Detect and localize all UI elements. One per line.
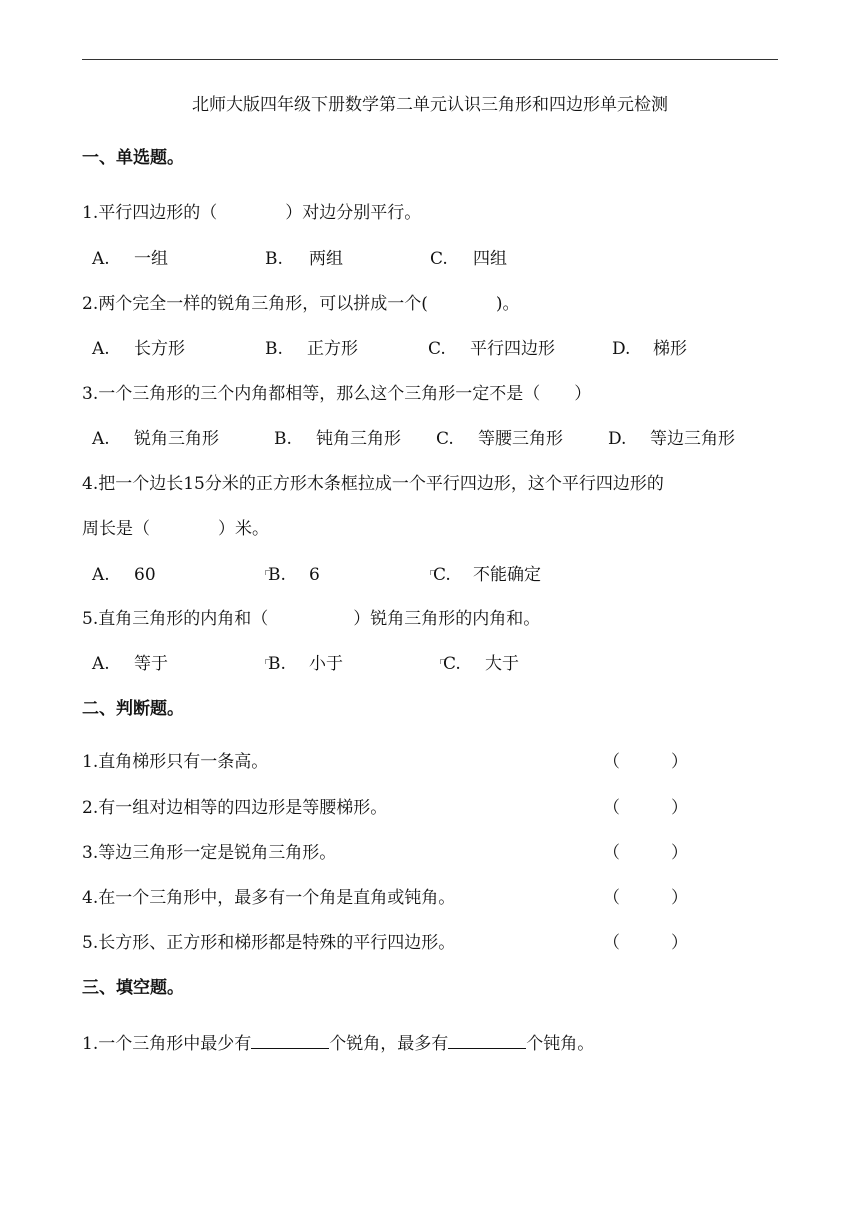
option-text: 一组: [134, 249, 168, 269]
option-letter: C.: [428, 339, 446, 359]
question-5: 5.直角三角形的内角和（ ）锐角三角形的内角和。: [82, 609, 541, 629]
option-text: 不能确定: [473, 565, 541, 585]
answer-bracket: （ ）: [603, 752, 688, 772]
true-false-item-4: 4.在一个三角形中，最多有一个角是直角或钝角。: [82, 888, 456, 908]
option-letter: B.: [274, 429, 292, 449]
answer-bracket: （ ）: [603, 888, 688, 908]
option-letter: D.: [612, 339, 631, 359]
option-letter: C.: [443, 654, 461, 674]
option-text: 四组: [473, 249, 507, 269]
option-text: 等腰三角形: [478, 429, 563, 449]
option-letter: C.: [433, 565, 451, 585]
option-text: 等于: [134, 654, 168, 674]
option-text: 60: [134, 565, 156, 585]
answer-blank[interactable]: [448, 1032, 526, 1049]
option-text: 钝角三角形: [316, 429, 401, 449]
question-4-continued: 周长是（ ）米。: [82, 519, 269, 539]
option-letter: B.: [268, 565, 286, 585]
option-letter: A.: [92, 249, 110, 269]
answer-bracket: （ ）: [603, 843, 688, 863]
option-letter: A.: [92, 429, 110, 449]
option-text: 锐角三角形: [134, 429, 219, 449]
option-letter: C.: [436, 429, 454, 449]
answer-blank[interactable]: [251, 1032, 329, 1049]
option-letter: D.: [608, 429, 627, 449]
option-text: 等边三角形: [650, 429, 735, 449]
section-heading-single-choice: 一、单选题。: [82, 148, 184, 168]
option-text: 两组: [309, 249, 343, 269]
true-false-item-3: 3.等边三角形一定是锐角三角形。: [82, 843, 337, 863]
option-text: 6: [309, 565, 320, 585]
option-text: 平行四边形: [470, 339, 555, 359]
option-letter: B.: [265, 339, 283, 359]
option-letter: A.: [92, 654, 110, 674]
option-text: 长方形: [134, 339, 185, 359]
option-letter: C.: [430, 249, 448, 269]
true-false-item-5: 5.长方形、正方形和梯形都是特殊的平行四边形。: [82, 933, 456, 953]
question-4: 4.把一个边长15分米的正方形木条框拉成一个平行四边形，这个平行四边形的: [82, 474, 664, 494]
header-rule: [82, 59, 778, 60]
fill-blank-item-1: [82, 1032, 594, 1055]
option-text: 正方形: [307, 339, 358, 359]
true-false-item-1: 1.直角梯形只有一条高。: [82, 752, 269, 772]
answer-bracket: （ ）: [603, 798, 688, 818]
question-2: 2.两个完全一样的锐角三角形，可以拼成一个( )。: [82, 294, 520, 314]
true-false-item-2: 2.有一组对边相等的四边形是等腰梯形。: [82, 798, 388, 818]
option-letter: A.: [92, 565, 110, 585]
option-text: 小于: [309, 654, 343, 674]
option-text: 梯形: [653, 339, 687, 359]
section-heading-fill-blank: 三、填空题。: [82, 978, 184, 998]
section-heading-true-false: 二、判断题。: [82, 699, 184, 719]
answer-bracket: （ ）: [603, 933, 688, 953]
fill-blank-text: 个锐角，最多有: [329, 1034, 449, 1054]
question-1: 1.平行四边形的（ ）对边分别平行。: [82, 203, 422, 223]
option-letter: A.: [92, 339, 110, 359]
option-letter: B.: [268, 654, 286, 674]
option-text: 大于: [485, 654, 519, 674]
option-letter: B.: [265, 249, 283, 269]
fill-blank-text: 个钝角。: [526, 1034, 595, 1054]
question-3: 3.一个三角形的三个内角都相等，那么这个三角形一定不是（ ）: [82, 384, 592, 404]
fill-blank-text: 1.一个三角形中最少有: [82, 1034, 252, 1054]
page-title: 北师大版四年级下册数学第二单元认识三角形和四边形单元检测: [192, 95, 668, 115]
